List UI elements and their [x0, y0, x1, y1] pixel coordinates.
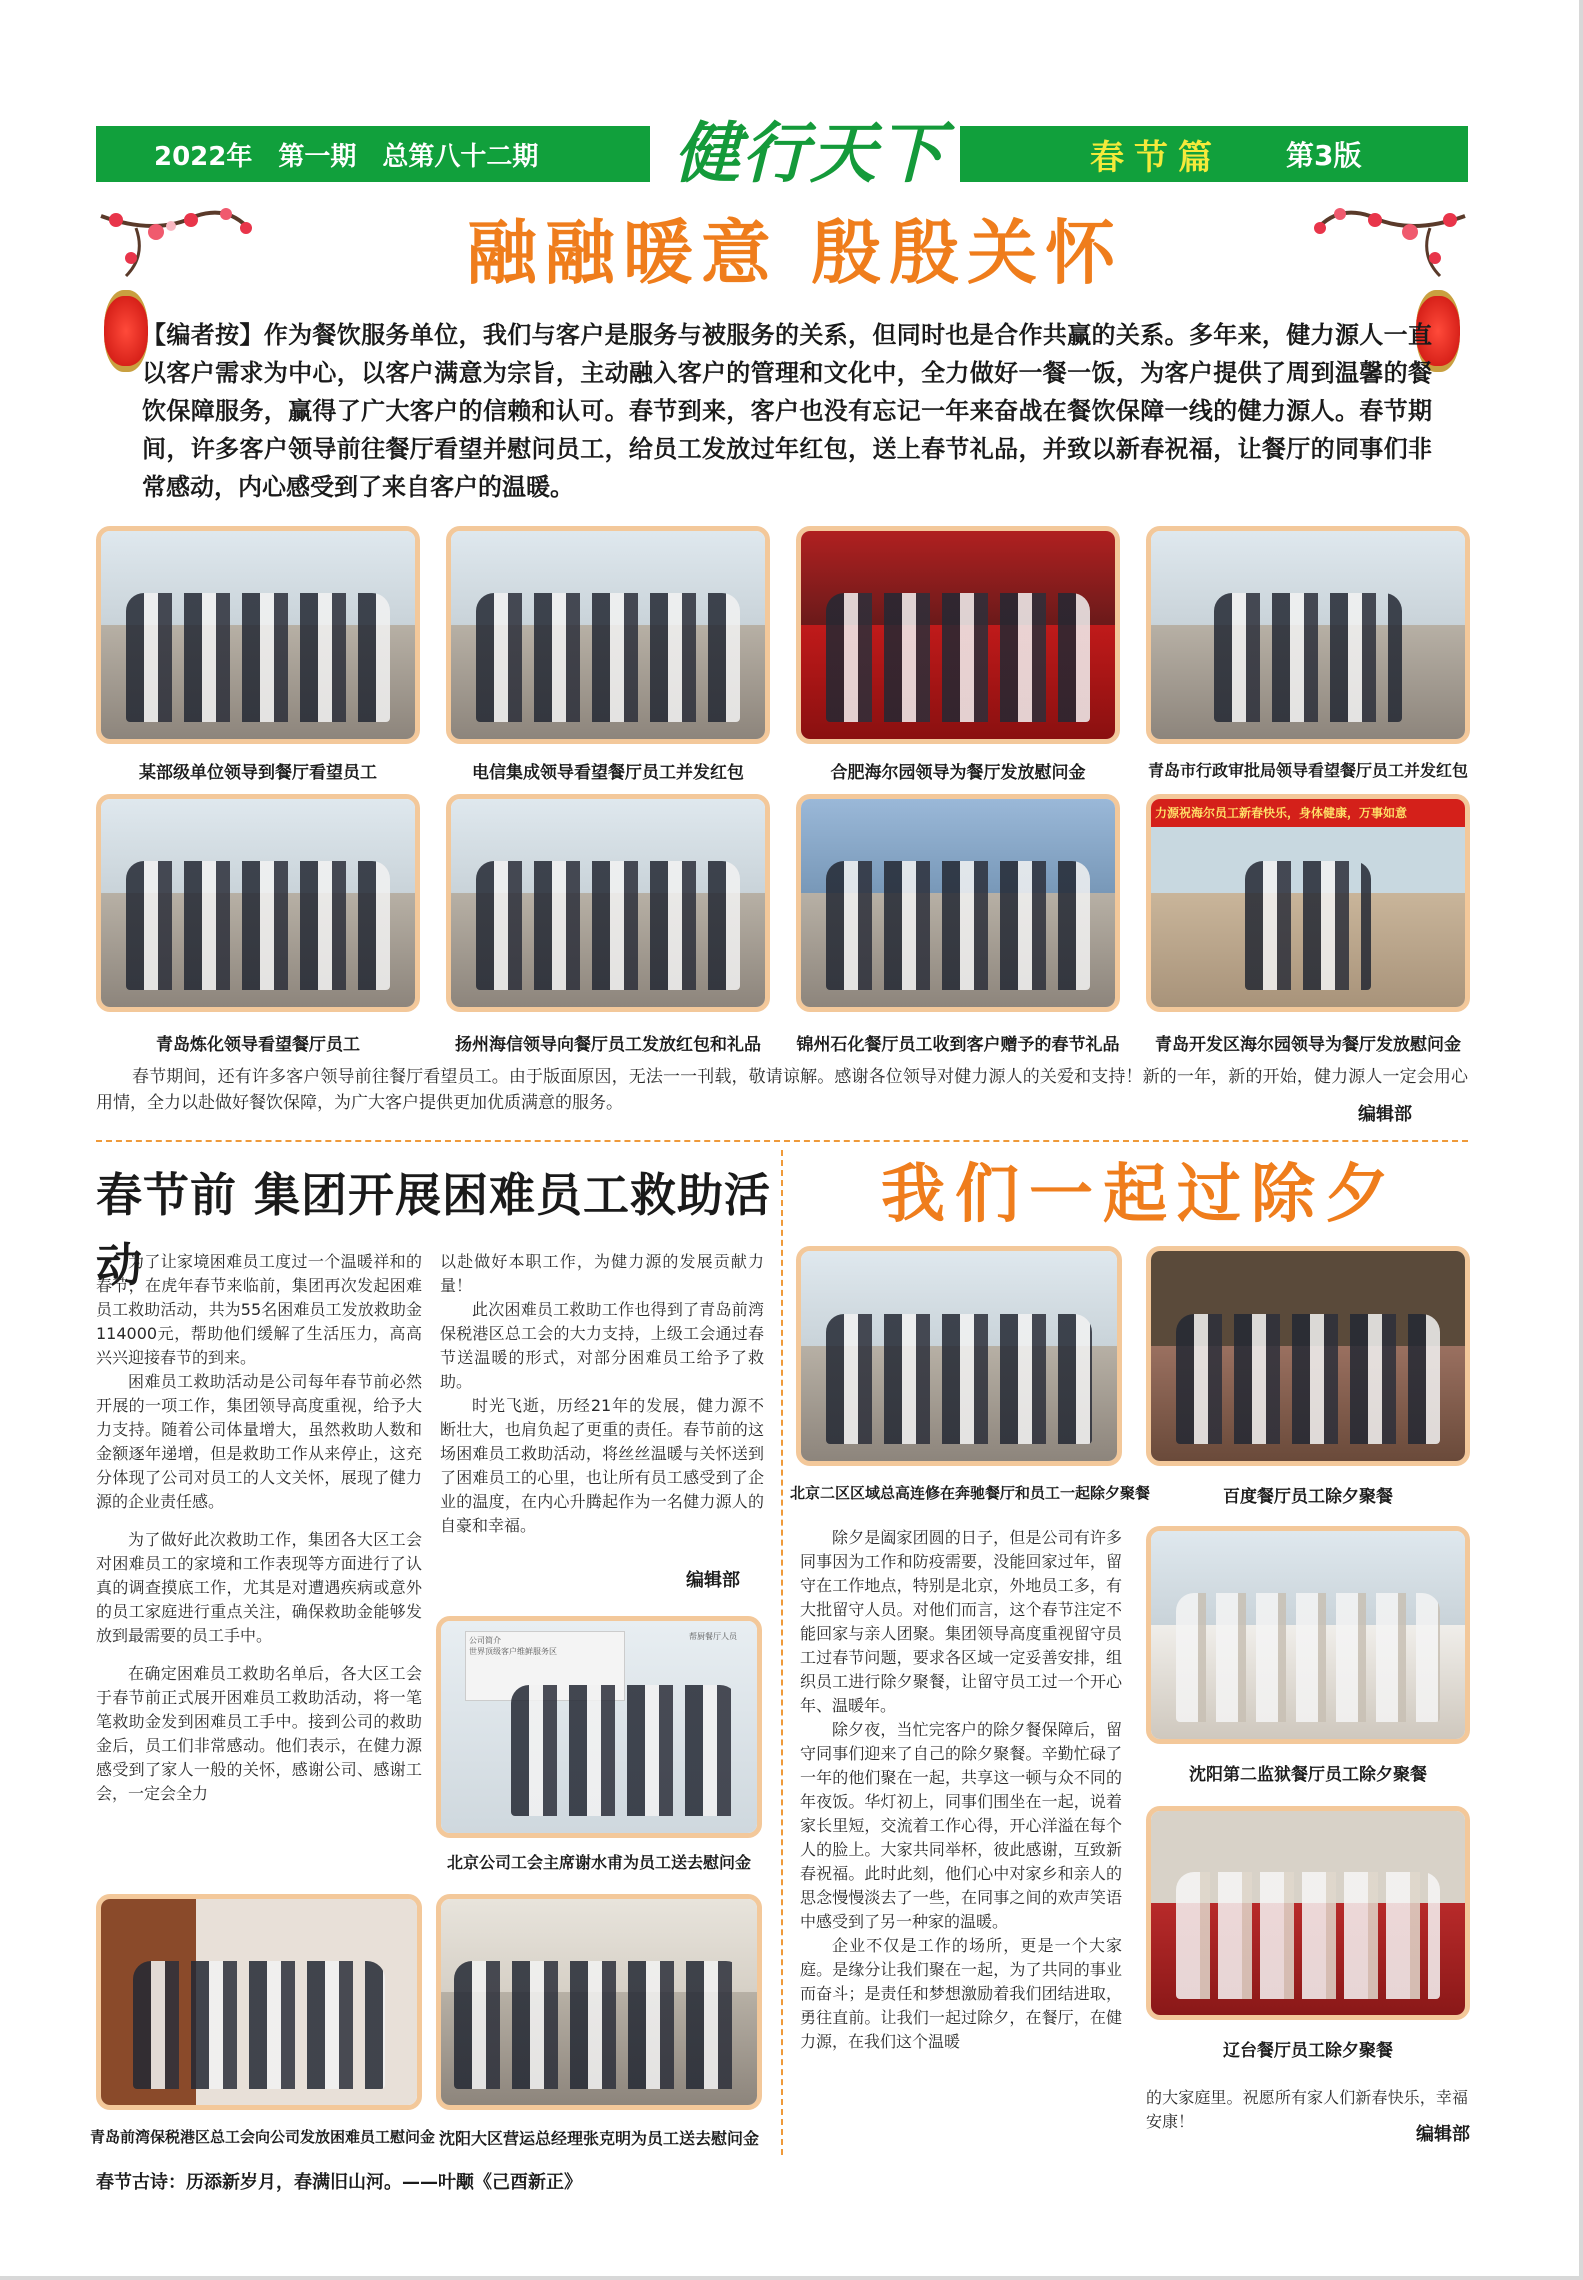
feature1-sign: 编辑部	[1358, 1104, 1412, 1125]
photo-shenyang-manager	[436, 1894, 762, 2110]
photo-baidu-canteen	[1146, 1246, 1470, 1466]
masthead-issue: 第一期	[278, 141, 357, 172]
feature2-paragraph-6: 此次困难员工救助工作也得到了青岛前湾保税港区总工会的大力支持，上级工会通过春节送温暖的形式，对部分困难员工给予了救助。	[440, 1300, 764, 1391]
photo-shenyang-prison	[1146, 1526, 1470, 1744]
column-divider	[781, 1150, 783, 2155]
feature3-paragraph-1: 除夕是阖家团圆的日子，但是公司有许多同事因为工作和防疫需要，没能回家过年，留守在工作地点，特别是北京，外地员工多，有大批留守人员。对他们而言，这个春节注定不能回家与亲人团聚。集团领导高度重视留守员工过春节问题，要求各区域一定妥善安排，组织员工进行除夕聚餐，让留守员工过一个开心年、温暖年。	[800, 1528, 1122, 1715]
masthead-year: 2022年	[154, 141, 253, 172]
feature3-headline: 我们一起过除夕	[881, 1157, 1399, 1232]
feature2-headline: 春节前 集团开展困难员工救助活动	[96, 1168, 772, 1292]
feature1-closing: 春节期间，还有许多客户领导前往餐厅看望员工。由于版面原因，无法一一刊载，敬请谅解。感谢各位领导对健力源人的关爱和支持！新的一年，新的开始，健力源人一定会用心用情，全力以赴做好餐饮保障，为广大客户提供更加优质满意的服务。	[96, 1067, 1468, 1113]
feature2-paragraph-5: 以赴做好本职工作，为健力源的发展贡献力量！	[440, 1252, 764, 1295]
photo-banner-text: 力源祝海尔员工新春快乐，身体健康，万事如意	[1151, 799, 1465, 827]
photo-qingdao-dev-haier	[1146, 794, 1470, 1012]
poster-title-3: 帮厨餐厅人员	[689, 1632, 737, 1641]
caption-7: 锦州石化餐厅员工收到客户赠予的春节礼品	[796, 1035, 1120, 1055]
photo-ministry-visit	[96, 526, 420, 744]
photo-jinzhou-petrochem	[796, 794, 1120, 1012]
feature2-sign: 编辑部	[686, 1570, 740, 1591]
feature2-caption-1: 北京公司工会主席谢水甫为员工送去慰问金	[446, 1853, 751, 1872]
photo-yangzhou-hisense	[446, 794, 770, 1012]
feature3-sign: 编辑部	[1416, 2124, 1470, 2145]
feature3-caption-2: 百度餐厅员工除夕聚餐	[1223, 1487, 1393, 1507]
editor-note: 【编者按】作为餐饮服务单位，我们与客户是服务与被服务的关系，但同时也是合作共赢的关系。多年来，健力源人一直以客户需求为中心，以客户满意为宗旨，主动融入客户的管理和文化中，全力做好一餐一饭，为客户提供了周到温馨的餐饮保障服务，赢得了广大客户的信赖和认可。春节到来，客户也没有忘记一年来奋战在餐饮保障一线的健力源人。春节期间，许多客户领导前往餐厅看望并慰问员工，给员工发放过年红包，送上春节礼品，并致以新春祝福，让餐厅的同事们非常感动，内心感受到了来自客户的温暖。	[142, 321, 1432, 501]
photo-liaotai-canteen	[1146, 1806, 1470, 2020]
photo-qingdao-approval	[1146, 526, 1470, 744]
feature3-caption-4: 辽台餐厅员工除夕聚餐	[1223, 2041, 1393, 2061]
poster-title-1: 公司简介	[469, 1636, 501, 1645]
feature2-paragraph-4: 在确定困难员工救助名单后，各大区工会于春节前正式展开困难员工救助活动，将一笔笔救助金发到困难员工手中。接到公司的救助金后，员工们非常感动。他们表示，在健力源感受到了家人一般的关怀，感谢公司、感谢工会，一定会全力	[96, 1664, 422, 1803]
feature3-caption-3: 沈阳第二监狱餐厅员工除夕聚餐	[1189, 1765, 1427, 1785]
photo-hefei-haier	[796, 526, 1120, 744]
newspaper-logo: 健行天下	[674, 114, 946, 192]
masthead-section: 春节篇	[1090, 137, 1222, 178]
feature3-paragraph-2: 除夕夜，当忙完客户的除夕餐保障后，留守同事们迎来了自己的除夕聚餐。辛勤忙碌了一年的他们聚在一起，共享这一顿与众不同的年夜饭。华灯初上，同事们围坐在一起，说着家长里短，交流着工作心得，开心洋溢在每个人的脸上。大家共同举杯，彼此感谢，互致新春祝福。此时此刻，他们心中对家乡和亲人的思念慢慢淡去了一些，在同事之间的欢声笑语中感受到了另一种家的温暖。	[800, 1720, 1122, 1931]
feature2-column-2	[440, 1250, 764, 1538]
masthead-page: 第3版	[1286, 139, 1362, 172]
photo-qingdao-union	[96, 1894, 422, 2110]
feature3-caption-1: 北京二区区域总高连修在奔驰餐厅和员工一起除夕聚餐	[790, 1484, 1151, 1502]
feature3-paragraph-3: 企业不仅是工作的场所，更是一个大家庭。是缘分让我们聚在一起，为了共同的事业而奋斗；是责任和梦想激励着我们团结进取，勇往直前。让我们一起过除夕，在餐厅，在健力源，在我们这个温暖	[800, 1936, 1122, 2051]
feature2-column-1	[96, 1250, 422, 1806]
caption-3: 合肥海尔园领导为餐厅发放慰问金	[830, 763, 1086, 783]
feature3-column	[800, 1526, 1122, 2054]
feature3-tail: 的大家庭里。祝愿所有家人们新春快乐，幸福安康！	[1146, 2088, 1468, 2131]
poster-title-2: 世界顶级客户维鲜服务区	[469, 1647, 557, 1656]
photo-telecom-visit	[446, 526, 770, 744]
feature2-caption-3: 沈阳大区营运总经理张克明为员工送去慰问金	[438, 2129, 759, 2148]
photo-qingdao-refinery	[96, 794, 420, 1012]
caption-5: 青岛炼化领导看望餐厅员工	[156, 1035, 360, 1055]
masthead-issue-band	[96, 126, 650, 182]
caption-1: 某部级单位领导到餐厅看望员工	[139, 763, 377, 783]
feature1-headline: 融融暖意 殷殷关怀	[466, 211, 1124, 294]
photo-beijing-union	[436, 1616, 762, 1838]
photo-benz-canteen	[796, 1246, 1122, 1466]
feature2-paragraph-7: 时光飞逝，历经21年的发展，健力源不断壮大，也肩负起了更重的责任。春节前的这场困难员工救助活动，将丝丝温暖与关怀送到了困难员工的心里，也让所有员工感受到了企业的温度，在内心升腾起作为一名健力源人的自豪和幸福。	[440, 1396, 764, 1535]
caption-8: 青岛开发区海尔园领导为餐厅发放慰问金	[1155, 1035, 1461, 1055]
feature2-caption-2: 青岛前湾保税港区总工会向公司发放困难员工慰问金	[90, 2128, 436, 2146]
feature2-paragraph-3: 为了做好此次救助工作，集团各大区工会对困难员工的家境和工作表现等方面进行了认真的调查摸底工作，尤其是对遭遇疾病或意外的员工家庭进行重点关注，确保救助金能够发放到最需要的员工手中。	[96, 1530, 422, 1645]
footer-poem: 春节古诗：历添新岁月，春满旧山河。——叶颙《己酉新正》	[96, 2172, 582, 2193]
caption-2: 电信集成领导看望餐厅员工并发红包	[472, 763, 744, 783]
section-divider	[96, 1140, 1468, 1142]
feature2-paragraph-1: 为了让家境困难员工度过一个温暖祥和的春节，在虎年春节来临前，集团再次发起困难员工救助活动，共为55名困难员工发放救助金114000元，帮助他们缓解了生活压力，高高兴兴迎接春节的到来。	[96, 1252, 422, 1367]
caption-6: 扬州海信领导向餐厅员工发放红包和礼品	[455, 1035, 761, 1055]
feature2-paragraph-2: 困难员工救助活动是公司每年春节前必然开展的一项工作，集团领导高度重视，给予大力支持。随着公司体量增大，虽然救助人数和金额逐年递增，但是救助工作从来停止，这充分体现了公司对员工的人文关怀，展现了健力源的企业责任感。	[96, 1372, 422, 1511]
caption-4: 青岛市行政审批局领导看望餐厅员工并发红包	[1147, 761, 1468, 780]
masthead-total-issue: 总第八十二期	[382, 141, 539, 172]
masthead-section-band	[960, 126, 1468, 182]
